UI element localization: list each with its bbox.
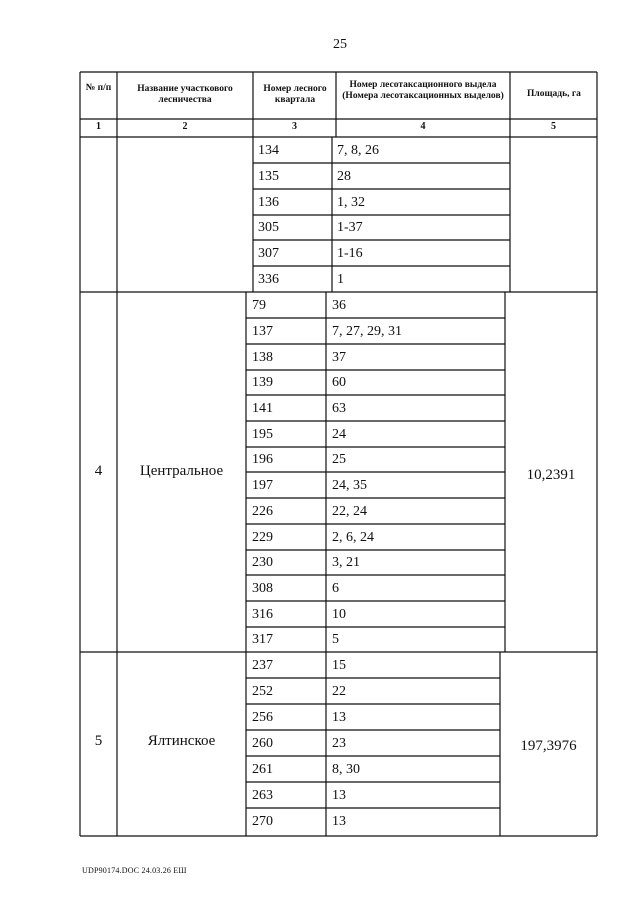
- plots-cell: 13: [332, 814, 346, 829]
- quarter-cell: 229: [252, 530, 273, 545]
- header-col-number: № п/п: [85, 83, 112, 93]
- plots-cell: 13: [332, 788, 346, 803]
- plots-cell: 24, 35: [332, 478, 367, 493]
- plots-cell: 1: [337, 272, 344, 287]
- quarter-cell: 305: [258, 220, 279, 235]
- column-number: 2: [182, 121, 188, 132]
- forestry-name: Центральное: [139, 463, 224, 479]
- area-value: 10,2391: [526, 467, 576, 483]
- forestry-name: Ялтинское: [147, 733, 216, 749]
- quarter-cell: 195: [252, 427, 273, 442]
- column-number: 5: [551, 121, 556, 132]
- row-number: 5: [94, 733, 103, 749]
- plots-cell: 1-16: [337, 246, 363, 261]
- quarter-cell: 270: [252, 814, 273, 829]
- quarter-cell: 237: [252, 658, 273, 673]
- quarter-cell: 141: [252, 401, 273, 416]
- plots-cell: 25: [332, 452, 346, 467]
- plots-cell: 1, 32: [337, 195, 365, 210]
- plots-cell: 24: [332, 427, 346, 442]
- plots-cell: 2, 6, 24: [332, 530, 374, 545]
- quarter-cell: 308: [252, 581, 273, 596]
- plots-cell: 6: [332, 581, 339, 596]
- plots-cell: 7, 8, 26: [337, 143, 379, 158]
- plots-cell: 3, 21: [332, 555, 360, 570]
- plots-cell: 23: [332, 736, 346, 751]
- header-col-quarter: Номер лесного квартала: [263, 84, 327, 105]
- quarter-cell: 307: [258, 246, 279, 261]
- quarter-cell: 261: [252, 762, 273, 777]
- quarter-cell: 256: [252, 710, 273, 725]
- plots-cell: 28: [337, 169, 351, 184]
- plots-cell: 37: [332, 350, 346, 365]
- quarter-cell: 138: [252, 350, 273, 365]
- quarter-cell: 79: [252, 298, 266, 313]
- header-col-forestry: Название участкового лесничества: [137, 84, 233, 105]
- quarter-cell: 252: [252, 684, 273, 699]
- quarter-cell: 197: [252, 478, 273, 493]
- plots-cell: 8, 30: [332, 762, 360, 777]
- quarter-cell: 260: [252, 736, 273, 751]
- plots-cell: 5: [332, 632, 339, 647]
- quarter-cell: 135: [258, 169, 279, 184]
- quarter-cell: 137: [252, 324, 273, 339]
- header-col-plots: Номер лесотаксационного выдела (Номера лесотаксационных выделов): [342, 80, 504, 101]
- plots-cell: 7, 27, 29, 31: [332, 324, 402, 339]
- column-number: 4: [420, 121, 426, 132]
- plots-cell: 60: [332, 375, 346, 390]
- plots-cell: 1-37: [337, 220, 363, 235]
- quarter-cell: 316: [252, 607, 273, 622]
- row-number: 4: [94, 463, 103, 479]
- quarter-cell: 136: [258, 195, 279, 210]
- quarter-cell: 196: [252, 452, 273, 467]
- header-col-area: Площадь, га: [527, 89, 581, 99]
- page-number: 25: [333, 37, 347, 52]
- quarter-cell: 336: [258, 272, 279, 287]
- column-number: 3: [292, 121, 297, 132]
- quarter-cell: 139: [252, 375, 273, 390]
- quarter-cell: 230: [252, 555, 273, 570]
- quarter-cell: 263: [252, 788, 273, 803]
- quarter-cell: 317: [252, 632, 273, 647]
- document-footer: UDP90174.DOC 24.03.26 ЕШ: [82, 866, 187, 875]
- area-value: 197,3976: [520, 738, 577, 754]
- column-number: 1: [96, 121, 101, 132]
- plots-cell: 36: [332, 298, 346, 313]
- plots-cell: 10: [332, 607, 346, 622]
- plots-cell: 22: [332, 684, 346, 699]
- plots-cell: 15: [332, 658, 346, 673]
- plots-cell: 22, 24: [332, 504, 367, 519]
- quarter-cell: 226: [252, 504, 273, 519]
- quarter-cell: 134: [258, 143, 279, 158]
- plots-cell: 13: [332, 710, 346, 725]
- plots-cell: 63: [332, 401, 346, 416]
